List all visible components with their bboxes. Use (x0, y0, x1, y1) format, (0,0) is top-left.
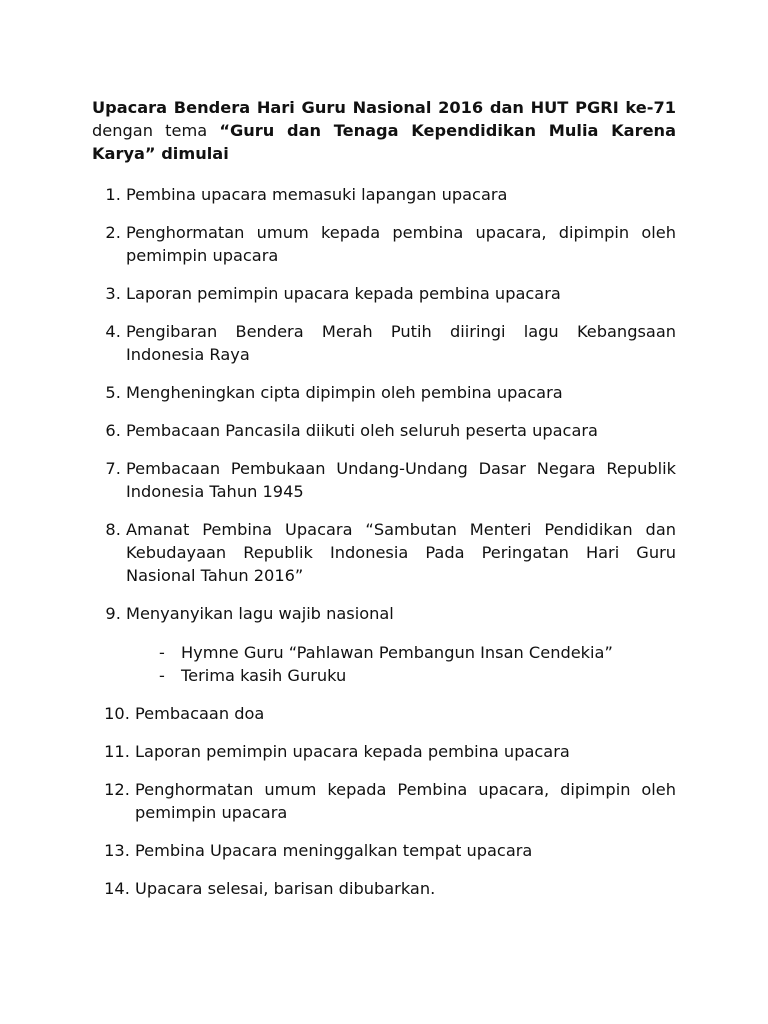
list-item (92, 839, 676, 862)
list-item (92, 419, 676, 442)
step-text: Pembacaan doa (135, 704, 265, 723)
step-number: 10. (104, 704, 135, 723)
step-text: Penghormatan umum kepada pembina upacara, dipimpin oleh pemimpin upacara (126, 223, 676, 265)
step-text: Laporan pemimpin upacara kepada pembina upacara (126, 284, 561, 303)
step-text: Amanat Pembina Upacara “Sambutan Menteri Pendidikan dan Kebudayaan Republik Indonesia Pada Peringatan Hari Guru Nasional Tahun 2016” (126, 520, 676, 585)
list-item (92, 183, 676, 206)
list-item (92, 778, 676, 824)
step-number: 5. (105, 383, 126, 402)
step-text: Upacara selesai, barisan dibubarkan. (135, 879, 436, 898)
step-text: Laporan pemimpin upacara kepada pembina upacara (135, 742, 570, 761)
step-number: 1. (105, 185, 126, 204)
step-text: Pengibaran Bendera Merah Putih diiringi lagu Kebangsaan Indonesia Raya (126, 322, 676, 364)
song-title: Hymne Guru “Pahlawan Pembangun Insan Cendekia” (181, 643, 613, 662)
intro-connector: dengan tema (92, 121, 220, 140)
list-item (92, 877, 676, 900)
step-text: Menyanyikan lagu wajib nasional (126, 604, 394, 623)
ceremony-steps-list (92, 183, 676, 900)
step-number: 12. (104, 780, 135, 799)
list-item (92, 518, 676, 587)
step-number: 9. (105, 604, 126, 623)
step-number: 11. (104, 742, 135, 761)
step-number: 14. (104, 879, 135, 898)
list-item (92, 381, 676, 404)
list-item (92, 221, 676, 267)
list-item (92, 457, 676, 503)
song-title: Terima kasih Guruku (181, 666, 347, 685)
intro-paragraph (92, 96, 676, 165)
step-number: 7. (105, 459, 126, 478)
step-number: 6. (105, 421, 126, 440)
step-text: Pembina upacara memasuki lapangan upacara (126, 185, 508, 204)
dash-bullet: - (159, 643, 165, 662)
step-text: Pembacaan Pancasila diikuti oleh seluruh peserta upacara (126, 421, 598, 440)
list-item (92, 740, 676, 763)
step-number: 8. (105, 520, 126, 539)
step-text: Pembacaan Pembukaan Undang-Undang Dasar Negara Republik Indonesia Tahun 1945 (126, 459, 676, 501)
step-number: 4. (105, 322, 126, 341)
song-item (159, 664, 676, 687)
document-page (92, 96, 676, 915)
step-text: Pembina Upacara meninggalkan tempat upacara (135, 841, 533, 860)
dash-bullet: - (159, 666, 165, 685)
songs-list (159, 641, 676, 687)
step-body (126, 602, 676, 687)
list-item (92, 702, 676, 725)
song-item (159, 641, 676, 664)
step-text: Mengheningkan cipta dipimpin oleh pembina upacara (126, 383, 563, 402)
intro-title: Upacara Bendera Hari Guru Nasional 2016 dan HUT PGRI ke-71 (92, 98, 676, 117)
list-item (92, 320, 676, 366)
step-number: 2. (105, 223, 126, 242)
step-number: 3. (105, 284, 126, 303)
step-number: 13. (104, 841, 135, 860)
step-text: Penghormatan umum kepada Pembina upacara, dipimpin oleh pemimpin upacara (135, 780, 676, 822)
list-item (92, 282, 676, 305)
list-item (92, 602, 676, 687)
intro-theme: “Guru dan Tenaga Kependidikan Mulia Karena Karya” dimulai (92, 121, 677, 163)
